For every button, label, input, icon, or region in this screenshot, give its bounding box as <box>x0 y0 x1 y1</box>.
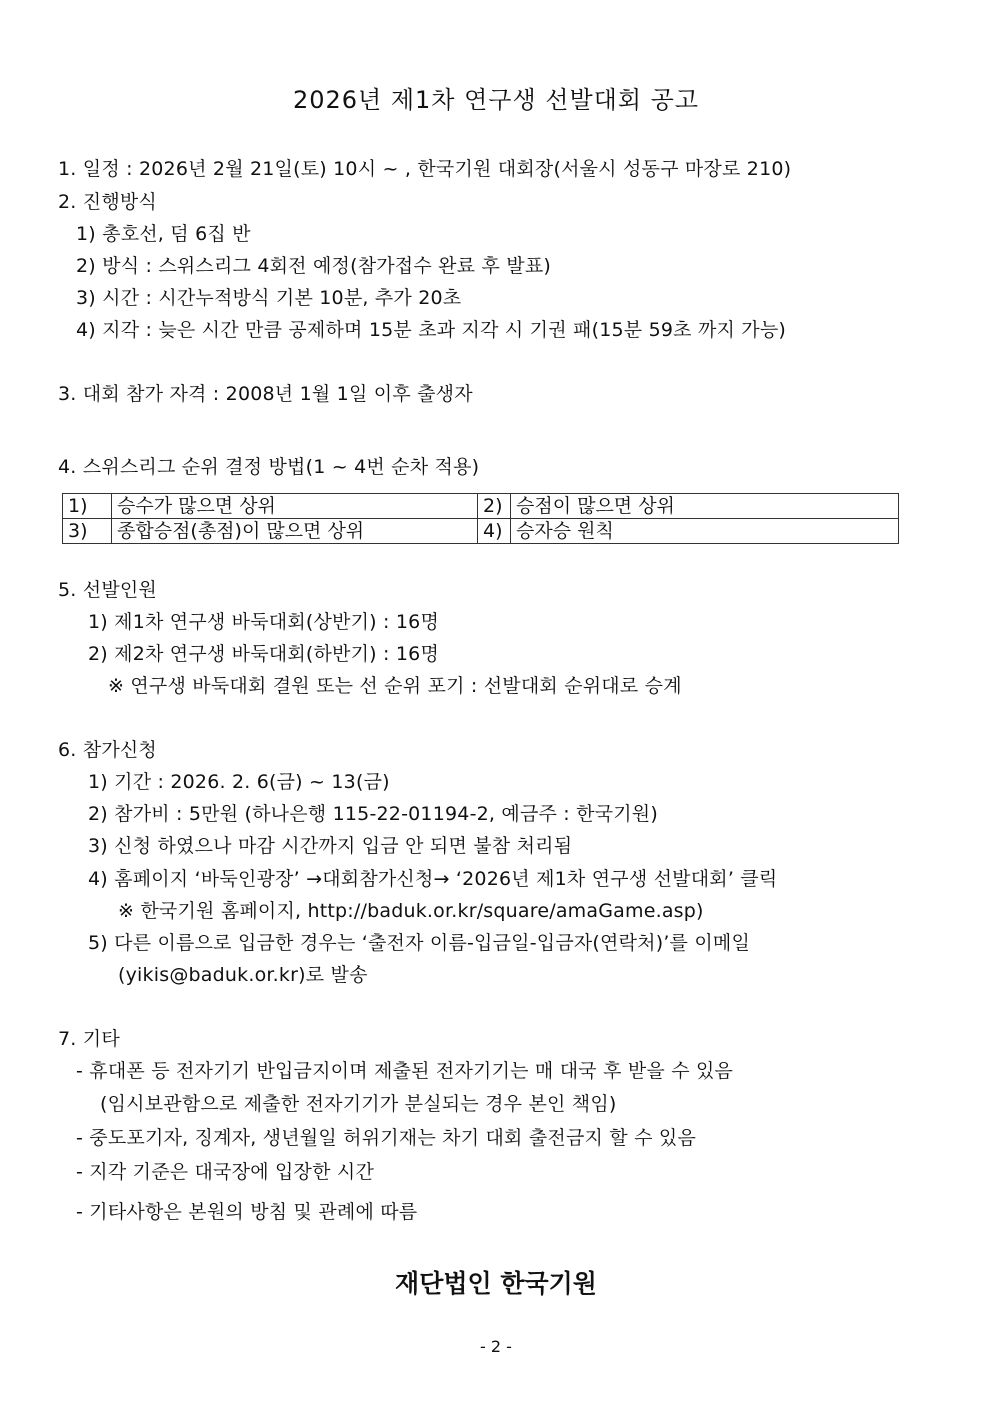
section-5-item: 1) 제1차 연구생 바둑대회(상반기) : 16명 <box>88 611 439 633</box>
section-2-heading: 2. 진행방식 <box>58 191 157 213</box>
table-cell: 2) <box>478 494 511 519</box>
section-5-note: ※ 연구생 바둑대회 결원 또는 선 순위 포기 : 선발대회 순위대로 승계 <box>108 675 682 697</box>
section-3-eligibility: 3. 대회 참가 자격 : 2008년 1월 1일 이후 출생자 <box>58 383 473 405</box>
section-6-item: 4) 홈페이지 ‘바둑인광장’ →대회참가신청→ ‘2026년 제1차 연구생 선발대회’ 클릭 <box>88 868 778 890</box>
organization-name: 재단법인 한국기원 <box>395 1269 597 1298</box>
section-2-item: 2) 방식 : 스위스리그 4회전 예정(참가접수 완료 후 발표) <box>76 255 552 277</box>
page-title: 2026년 제1차 연구생 선발대회 공고 <box>292 86 700 114</box>
section-7-item: - 기타사항은 본원의 방침 및 관례에 따름 <box>76 1201 418 1223</box>
section-6-item: 5) 다른 이름으로 입금한 경우는 ‘출전자 이름-입금일-입금자(연락처)’를 이메일 <box>88 932 751 954</box>
section-6-item: 3) 신청 하였으나 마감 시간까지 입금 안 되면 불참 처리됨 <box>88 835 573 857</box>
table-row <box>63 494 899 519</box>
section-7-item-continuation: (임시보관함으로 제출한 전자기기가 분실되는 경우 본인 책임) <box>100 1093 617 1115</box>
section-2-item: 4) 지각 : 늦은 시간 만큼 공제하며 15분 초과 지각 시 기권 패(15분 59초 까지 가능) <box>76 319 787 341</box>
section-6-item-continuation: (yikis@baduk.or.kr)로 발송 <box>118 964 368 986</box>
section-7-item: - 휴대폰 등 전자기기 반입금지이며 제출된 전자기기는 매 대국 후 받을 수 있음 <box>76 1060 734 1082</box>
table-row <box>63 519 899 544</box>
section-7-item: - 중도포기자, 징계자, 생년월일 허위기재는 차기 대회 출전금지 할 수 있음 <box>76 1127 696 1149</box>
section-5-heading: 5. 선발인원 <box>58 579 157 601</box>
section-5-item: 2) 제2차 연구생 바둑대회(하반기) : 16명 <box>88 643 439 665</box>
table-cell: 승자승 원칙 <box>511 519 899 544</box>
section-2-item: 3) 시간 : 시간누적방식 기본 10분, 추가 20초 <box>76 287 462 309</box>
table-cell: 3) <box>63 519 112 544</box>
section-6-note: ※ 한국기원 홈페이지, http://baduk.or.kr/square/amaGame.asp) <box>118 900 704 922</box>
table-cell: 종합승점(총점)이 많으면 상위 <box>112 519 478 544</box>
table-cell: 4) <box>478 519 511 544</box>
ranking-table <box>62 493 899 544</box>
section-6-heading: 6. 참가신청 <box>58 739 157 761</box>
section-2-item: 1) 총호선, 덤 6집 반 <box>76 223 251 245</box>
section-4-heading: 4. 스위스리그 순위 결정 방법(1 ~ 4번 순차 적용) <box>58 456 480 478</box>
section-7-item: - 지각 기준은 대국장에 입장한 시간 <box>76 1161 375 1183</box>
section-6-item: 2) 참가비 : 5만원 (하나은행 115-22-01194-2, 예금주 : 한국기원) <box>88 803 658 825</box>
table-cell: 승수가 많으면 상위 <box>112 494 478 519</box>
section-1-schedule: 1. 일정 : 2026년 2월 21일(토) 10시 ~ , 한국기원 대회장(서울시 성동구 마장로 210) <box>58 158 792 180</box>
page-number: - 2 - <box>480 1337 512 1356</box>
section-7-heading: 7. 기타 <box>58 1028 120 1050</box>
table-cell: 승점이 많으면 상위 <box>511 494 899 519</box>
section-6-item: 1) 기간 : 2026. 2. 6(금) ~ 13(금) <box>88 771 390 793</box>
table-cell: 1) <box>63 494 112 519</box>
